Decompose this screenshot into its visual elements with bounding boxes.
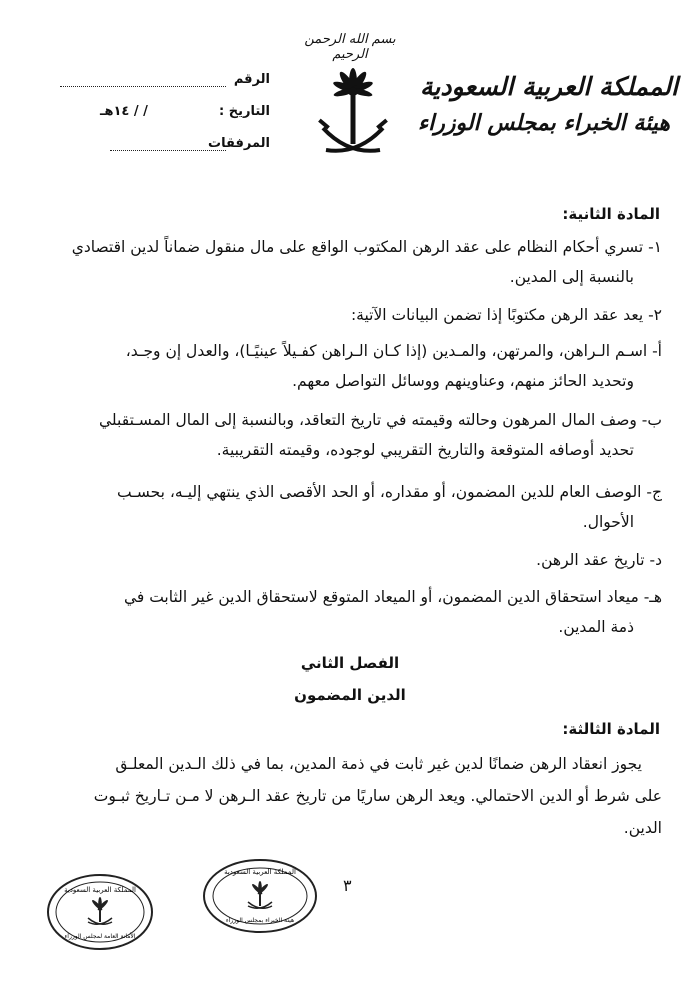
date-label: التاريخ :: [219, 104, 270, 119]
chapter-title: الفصل الثاني: [300, 654, 400, 672]
text-line: ذمة المدين.: [558, 618, 634, 636]
text-line: ١- تسري أحكام النظام على عقد الرهن المكتوب الواقع على مال منقول ضماناً لدين اقتصادي: [71, 238, 662, 256]
date-value: / / ١٤هـ: [100, 104, 148, 119]
article-3-body: [38, 748, 662, 844]
text-line: هـ- ميعاد استحقاق الدين المضمون، أو الميعاد المتوقع لاستحقاق الدين غير الثابت في: [123, 588, 662, 606]
article-3-heading: المادة الثالثة:: [562, 720, 660, 738]
article-2-clause-1: [38, 232, 662, 292]
general-secretariat-seal: [45, 872, 155, 952]
seal-1-top-text: المملكة العربية السعودية: [64, 886, 136, 894]
reference-label: الرقم: [233, 72, 270, 87]
clause-a: [38, 336, 662, 396]
date-row: [40, 104, 270, 124]
article-2-heading: المادة الثانية:: [562, 205, 660, 223]
authority-title: هيئة الخبراء بمجلس الوزراء: [417, 110, 670, 136]
text-line: الأحوال.: [582, 513, 634, 531]
text-line: تحديد أوصافه المتوقعة والتاريخ التقريبي لوجوده، وقيمته التقريبية.: [216, 441, 634, 459]
clause-b: [38, 405, 662, 465]
attachments-label: المرفقات: [208, 136, 270, 151]
clause-c: [38, 477, 662, 537]
text-line: يجوز انعقاد الرهن ضمانًا لدين غير ثابت في ذمة المدين، بما في ذلك الـدين المعلـق: [115, 755, 642, 773]
clause-d: د- تاريخ عقد الرهن.: [536, 551, 662, 569]
clause-e: [38, 582, 662, 642]
text-line: على شرط أو الدين الاحتمالي. ويعد الرهن ساريًا من تاريخ عقد الـرهن لا مـن تـاريخ ثبـوت: [93, 787, 662, 805]
experts-commission-seal: [200, 856, 320, 936]
chapter-subtitle: الدين المضمون: [294, 686, 406, 704]
text-line: ج- الوصف العام للدين المضمون، أو مقداره، أو الحد الأقصى الذي ينتهي إليـه، بحسـب: [117, 483, 662, 501]
basmala: بسم الله الرحمن الرحيم: [304, 32, 396, 62]
text-line: وتحديد الحائز منهم، وعناوينهم ووسائل التواصل معهم.: [292, 372, 634, 390]
page-number: ٣: [343, 876, 352, 895]
kingdom-title: المملكة العربية السعودية: [419, 72, 678, 101]
article-2-clause-2: ٢- يعد عقد الرهن مكتوبًا إذا تضمن البيانات الآتية:: [350, 306, 662, 324]
text-line: أ- اسـم الـراهن، والمرتهن، والمـدين (إذا كـان الـراهن كفـيلاً عينيًـا)، والعدل إن وجـد،: [125, 342, 662, 360]
text-line: بالنسبة إلى المدين.: [509, 268, 634, 286]
seal-2-top-text: المملكة العربية السعودية: [224, 868, 296, 876]
attachments-row: [40, 136, 270, 156]
attachments-line: [110, 150, 226, 151]
reference-number-row: [40, 72, 270, 92]
seal-1-bottom-text: الأمانة العامة لمجلس الوزراء: [64, 933, 136, 940]
palm-and-swords-emblem: [318, 60, 388, 168]
reference-line: [60, 86, 226, 87]
text-line: الدين.: [623, 819, 662, 837]
text-line: ب- وصف المال المرهون وحالته وقيمته في تاريخ التعاقد، وبالنسبة إلى المال المسـتقبلي: [99, 411, 662, 429]
seal-2-bottom-text: هيئة الخبراء بمجلس الوزراء: [225, 917, 295, 924]
